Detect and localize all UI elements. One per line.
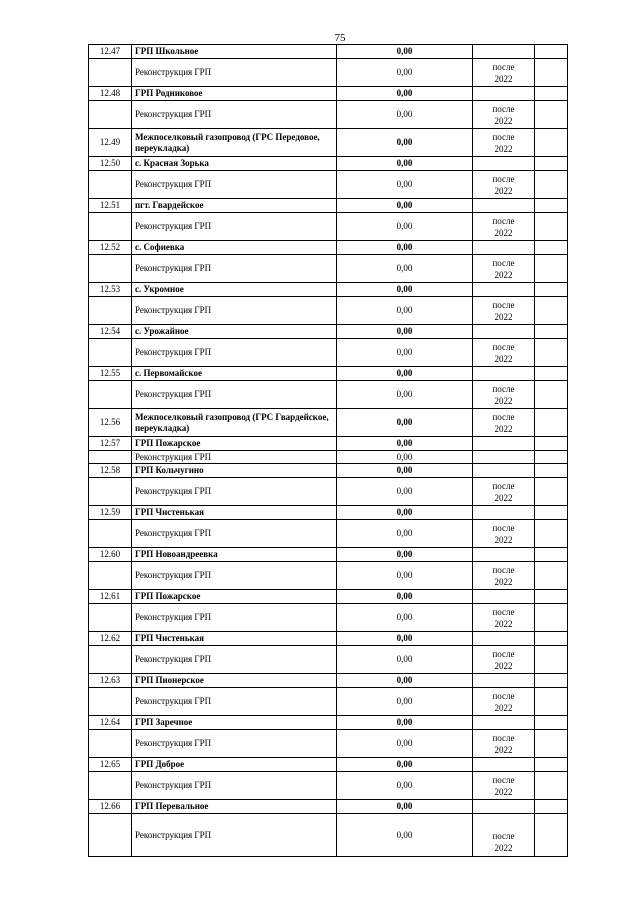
row-name: ГРП Родниковое — [132, 87, 337, 101]
row-number — [89, 451, 132, 464]
row-extra — [535, 213, 568, 241]
row-term — [473, 101, 535, 129]
table-body — [89, 45, 568, 857]
table-row — [89, 171, 568, 199]
term-text: после 2022 — [492, 341, 515, 364]
row-value: 0,00 — [337, 59, 473, 87]
row-name: Реконструкция ГРП — [132, 478, 337, 506]
row-term — [473, 241, 535, 255]
row-name: ГРП Чистенькая — [132, 506, 337, 520]
row-number: 12.53 — [89, 283, 132, 297]
page-number: 75 — [334, 32, 346, 44]
row-value: 0,00 — [337, 464, 473, 478]
row-name: ГРП Пионерское — [132, 674, 337, 688]
term-text: после 2022 — [492, 564, 515, 587]
row-number: 12.51 — [89, 199, 132, 213]
row-term — [473, 437, 535, 451]
row-value: 0,00 — [337, 367, 473, 381]
row-value: 0,00 — [337, 632, 473, 646]
row-number: 12.65 — [89, 758, 132, 772]
row-name: Реконструкция ГРП — [132, 604, 337, 632]
row-value: 0,00 — [337, 646, 473, 674]
row-value: 0,00 — [337, 157, 473, 171]
row-value: 0,00 — [337, 800, 473, 814]
row-value: 0,00 — [337, 381, 473, 409]
row-value: 0,00 — [337, 87, 473, 101]
section-row — [89, 283, 568, 297]
row-term — [473, 548, 535, 562]
term-text: после 2022 — [492, 690, 515, 713]
row-number: 12.50 — [89, 157, 132, 171]
row-number — [89, 59, 132, 87]
row-extra — [535, 409, 568, 437]
row-value: 0,00 — [337, 478, 473, 506]
row-term — [473, 730, 535, 758]
row-name: с. Укромное — [132, 283, 337, 297]
term-text: после 2022 — [492, 383, 515, 406]
row-term — [473, 157, 535, 171]
row-number: 12.66 — [89, 800, 132, 814]
program-table — [88, 44, 568, 857]
row-term — [473, 283, 535, 297]
row-number — [89, 730, 132, 758]
row-extra — [535, 437, 568, 451]
term-text: после 2022 — [492, 480, 515, 503]
term-text: после 2022 — [492, 173, 515, 196]
row-number: 12.58 — [89, 464, 132, 478]
row-term — [473, 451, 535, 464]
row-number — [89, 101, 132, 129]
row-extra — [535, 506, 568, 520]
row-term — [473, 772, 535, 800]
row-name: ГРП Школьное — [132, 45, 337, 59]
term-text: после 2022 — [492, 831, 515, 853]
row-value: 0,00 — [337, 213, 473, 241]
table-row — [89, 339, 568, 367]
term-text: после 2022 — [492, 732, 515, 755]
row-term — [473, 297, 535, 325]
row-value: 0,00 — [337, 325, 473, 339]
row-extra — [535, 451, 568, 464]
row-name: Реконструкция ГРП — [132, 101, 337, 129]
row-name: Реконструкция ГРП — [132, 730, 337, 758]
section-row — [89, 674, 568, 688]
row-name: Реконструкция ГРП — [132, 520, 337, 548]
row-extra — [535, 241, 568, 255]
term-text: после 2022 — [492, 257, 515, 280]
term-text: после 2022 — [492, 411, 515, 434]
row-number: 12.63 — [89, 674, 132, 688]
row-name: ГРП Пожарское — [132, 590, 337, 604]
row-term — [473, 59, 535, 87]
section-row — [89, 157, 568, 171]
row-number — [89, 381, 132, 409]
row-name: Реконструкция ГРП — [132, 772, 337, 800]
row-value: 0,00 — [337, 171, 473, 199]
term-text: после 2022 — [492, 61, 515, 84]
row-value: 0,00 — [337, 451, 473, 464]
row-number — [89, 171, 132, 199]
row-number: 12.57 — [89, 437, 132, 451]
row-value: 0,00 — [337, 255, 473, 283]
row-term — [473, 87, 535, 101]
table-row — [89, 381, 568, 409]
row-extra — [535, 59, 568, 87]
row-number: 12.64 — [89, 716, 132, 730]
row-term — [473, 199, 535, 213]
row-extra — [535, 772, 568, 800]
row-term — [473, 381, 535, 409]
row-extra — [535, 464, 568, 478]
row-value: 0,00 — [337, 520, 473, 548]
row-name: ГРП Пожарское — [132, 437, 337, 451]
term-text: после 2022 — [492, 606, 515, 629]
row-term — [473, 255, 535, 283]
row-extra — [535, 758, 568, 772]
section-row — [89, 367, 568, 381]
row-term — [473, 520, 535, 548]
row-value: 0,00 — [337, 730, 473, 758]
table-row — [89, 213, 568, 241]
row-name: с. Красная Зорька — [132, 157, 337, 171]
row-value: 0,00 — [337, 688, 473, 716]
table-row — [89, 730, 568, 758]
row-value: 0,00 — [337, 437, 473, 451]
row-term — [473, 814, 535, 857]
row-term — [473, 339, 535, 367]
table-row — [89, 255, 568, 283]
table-row — [89, 451, 568, 464]
row-number — [89, 646, 132, 674]
row-number — [89, 297, 132, 325]
row-name: Реконструкция ГРП — [132, 381, 337, 409]
row-term — [473, 604, 535, 632]
row-term — [473, 758, 535, 772]
row-value: 0,00 — [337, 241, 473, 255]
row-name: Реконструкция ГРП — [132, 59, 337, 87]
section-row — [89, 199, 568, 213]
table-row — [89, 101, 568, 129]
row-extra — [535, 478, 568, 506]
term-text: после 2022 — [492, 299, 515, 322]
row-name: с. Урожайное — [132, 325, 337, 339]
row-extra — [535, 157, 568, 171]
row-number — [89, 604, 132, 632]
row-number — [89, 520, 132, 548]
row-term — [473, 646, 535, 674]
row-value: 0,00 — [337, 339, 473, 367]
row-name: Реконструкция ГРП — [132, 451, 337, 464]
term-text: после 2022 — [492, 103, 515, 126]
section-row — [89, 506, 568, 520]
row-extra — [535, 674, 568, 688]
row-extra — [535, 325, 568, 339]
row-number — [89, 213, 132, 241]
row-name: Реконструкция ГРП — [132, 688, 337, 716]
table-row — [89, 814, 568, 857]
table-row — [89, 646, 568, 674]
row-term — [473, 171, 535, 199]
row-name: с. Софиевка — [132, 241, 337, 255]
row-term — [473, 213, 535, 241]
row-extra — [535, 604, 568, 632]
table-row — [89, 520, 568, 548]
row-term — [473, 632, 535, 646]
section-row — [89, 758, 568, 772]
row-number — [89, 562, 132, 590]
section-row — [89, 590, 568, 604]
section-row — [89, 45, 568, 59]
row-name: ГРП Заречное — [132, 716, 337, 730]
row-name: Реконструкция ГРП — [132, 171, 337, 199]
row-name: пгт. Гвардейское — [132, 199, 337, 213]
term-text: после 2022 — [492, 648, 515, 671]
section-row — [89, 87, 568, 101]
row-name: Реконструкция ГРП — [132, 646, 337, 674]
row-name: ГРП Новоандреевка — [132, 548, 337, 562]
table-row — [89, 688, 568, 716]
row-term — [473, 716, 535, 730]
row-extra — [535, 199, 568, 213]
row-extra — [535, 590, 568, 604]
row-name: Межпоселковый газопровод (ГРС Передовое, переукладка) — [132, 129, 337, 157]
row-extra — [535, 171, 568, 199]
row-term — [473, 464, 535, 478]
row-value: 0,00 — [337, 604, 473, 632]
row-extra — [535, 562, 568, 590]
row-extra — [535, 297, 568, 325]
row-term — [473, 325, 535, 339]
row-name: ГРП Доброе — [132, 758, 337, 772]
row-name: Реконструкция ГРП — [132, 814, 337, 857]
row-extra — [535, 688, 568, 716]
section-row — [89, 325, 568, 339]
row-number: 12.54 — [89, 325, 132, 339]
row-name: Реконструкция ГРП — [132, 255, 337, 283]
row-name: Межпоселковый газопровод (ГРС Гвардейское, переукладка) — [132, 409, 337, 437]
table-row — [89, 562, 568, 590]
row-number — [89, 255, 132, 283]
row-value: 0,00 — [337, 199, 473, 213]
row-value: 0,00 — [337, 45, 473, 59]
row-term — [473, 590, 535, 604]
row-extra — [535, 45, 568, 59]
row-extra — [535, 632, 568, 646]
row-term — [473, 562, 535, 590]
row-value: 0,00 — [337, 562, 473, 590]
table-row — [89, 297, 568, 325]
term-text: после 2022 — [492, 215, 515, 238]
row-extra — [535, 381, 568, 409]
row-extra — [535, 339, 568, 367]
section-row — [89, 129, 568, 157]
row-term — [473, 800, 535, 814]
section-row — [89, 800, 568, 814]
row-number — [89, 688, 132, 716]
row-number: 12.55 — [89, 367, 132, 381]
table-row — [89, 772, 568, 800]
row-extra — [535, 255, 568, 283]
row-term — [473, 409, 535, 437]
row-extra — [535, 716, 568, 730]
row-value: 0,00 — [337, 548, 473, 562]
row-name: с. Первомайское — [132, 367, 337, 381]
row-value: 0,00 — [337, 716, 473, 730]
section-row — [89, 716, 568, 730]
row-number — [89, 339, 132, 367]
row-extra — [535, 87, 568, 101]
term-text: после 2022 — [492, 131, 515, 154]
row-extra — [535, 730, 568, 758]
row-number: 12.60 — [89, 548, 132, 562]
table-row — [89, 59, 568, 87]
term-text: после 2022 — [492, 522, 515, 545]
row-number: 12.52 — [89, 241, 132, 255]
row-number — [89, 478, 132, 506]
row-extra — [535, 367, 568, 381]
row-number — [89, 772, 132, 800]
section-row — [89, 409, 568, 437]
section-row — [89, 464, 568, 478]
row-number: 12.59 — [89, 506, 132, 520]
row-name: Реконструкция ГРП — [132, 562, 337, 590]
row-value: 0,00 — [337, 506, 473, 520]
term-text: после 2022 — [492, 774, 515, 797]
row-extra — [535, 283, 568, 297]
row-extra — [535, 646, 568, 674]
section-row — [89, 437, 568, 451]
row-name: ГРП Чистенькая — [132, 632, 337, 646]
section-row — [89, 632, 568, 646]
row-extra — [535, 548, 568, 562]
row-value: 0,00 — [337, 129, 473, 157]
row-value: 0,00 — [337, 101, 473, 129]
row-number: 12.47 — [89, 45, 132, 59]
row-term — [473, 506, 535, 520]
row-name: Реконструкция ГРП — [132, 213, 337, 241]
row-term — [473, 129, 535, 157]
row-value: 0,00 — [337, 409, 473, 437]
row-number: 12.48 — [89, 87, 132, 101]
table-row — [89, 478, 568, 506]
row-term — [473, 688, 535, 716]
row-term — [473, 478, 535, 506]
row-number: 12.62 — [89, 632, 132, 646]
row-name: Реконструкция ГРП — [132, 339, 337, 367]
row-value: 0,00 — [337, 590, 473, 604]
row-number: 12.49 — [89, 129, 132, 157]
row-name: ГРП Кольчугино — [132, 464, 337, 478]
row-extra — [535, 814, 568, 857]
row-number: 12.56 — [89, 409, 132, 437]
row-value: 0,00 — [337, 283, 473, 297]
row-value: 0,00 — [337, 674, 473, 688]
row-name: ГРП Перевальное — [132, 800, 337, 814]
row-value: 0,00 — [337, 758, 473, 772]
section-row — [89, 241, 568, 255]
row-term — [473, 674, 535, 688]
row-number: 12.61 — [89, 590, 132, 604]
section-row — [89, 548, 568, 562]
row-value: 0,00 — [337, 814, 473, 857]
row-value: 0,00 — [337, 297, 473, 325]
row-number — [89, 814, 132, 857]
row-term — [473, 367, 535, 381]
row-extra — [535, 101, 568, 129]
table-row — [89, 604, 568, 632]
row-name: Реконструкция ГРП — [132, 297, 337, 325]
row-extra — [535, 520, 568, 548]
row-term — [473, 45, 535, 59]
row-value: 0,00 — [337, 772, 473, 800]
row-extra — [535, 129, 568, 157]
row-extra — [535, 800, 568, 814]
